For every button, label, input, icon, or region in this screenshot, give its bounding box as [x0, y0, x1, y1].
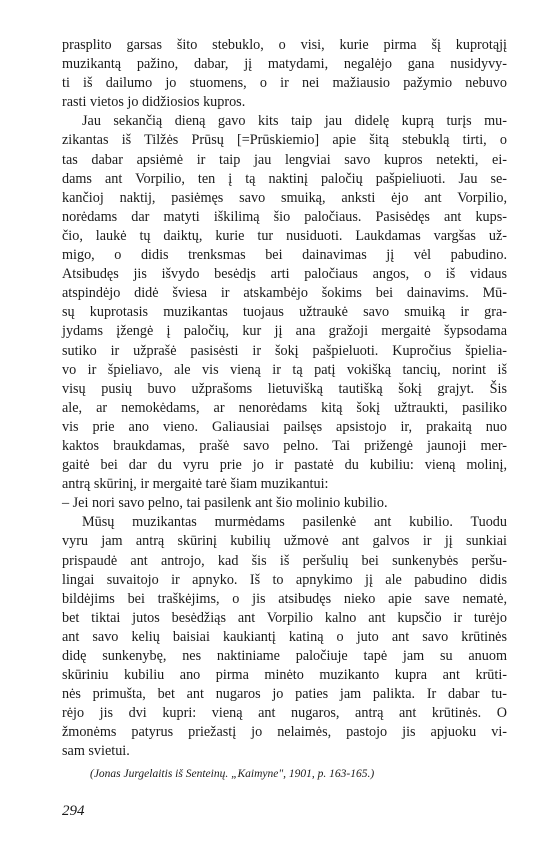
text-line: bildėjims bei traškėjims, o jis atsibudęs nieko apie save nematė,: [62, 590, 507, 607]
text-line: lingai suvaitojo ir apnyko. Iš to apnykimo jį ale pabudino didis: [62, 571, 507, 588]
text-line: muzikantą pažino, dabar, jį matydami, negalėjo gana nusidyvy-: [62, 56, 507, 73]
text-line: ti iš dailumo jo stuomens, o ir nei mažiausio pažymio nebuvo: [62, 75, 507, 92]
text-line: žmonėms patyrus priežastį jo nelaimės, pastojo jis apjuoku vi-: [62, 724, 507, 741]
text-line: bet tiktai jutos besėdžiąs ant Vorpilio kalno ant kupsčio ir turėjo: [62, 609, 507, 626]
text-line: kaktos braukdamas, prašė savo pelno. Tai prižengė jaunoji mer-: [62, 437, 507, 454]
text-line: – Jei nori savo pelno, tai pasilenk ant šio molinio kubilio.: [62, 495, 388, 512]
text-line: sų kuprotasis muzikantas tuojaus užtraukė savo smuiką ir gra-: [62, 304, 507, 321]
text-line: Atsibudęs jis išvydo besėdįs arti paločiaus angos, o iš vidaus: [62, 266, 507, 283]
text-line: zikantas iš Tilžės Prūsų [=Prūskiemio] apie šitą stebuklą tirti, o: [62, 132, 507, 149]
text-line: prispaudė ant antrojo, kad šis iš peršulių bei sunkenybės peršu-: [62, 552, 507, 569]
text-line: čio, laukė tų daiktų, kurie tur nusiduoti. Laukdamas vargšas už-: [62, 227, 507, 244]
text-line: visų pusių buvo užprašoms lietuvišką tautišką šokį grajyt. Šis: [62, 380, 507, 397]
text-line: vyru jam antrą skūrinį kubilių užmovė ant galvos ir jį sunkiai: [62, 533, 507, 550]
source-citation: (Jonas Jurgelaitis iš Senteinų. „Kaimyne", 1901, p. 163-165.): [90, 768, 375, 780]
text-line: nės primušta, bet ant nugaros jo paties jam palikta. Ir dabar tu-: [62, 686, 507, 703]
text-line: skūriniu kubiliu ano pirma minėto muzikanto kupra ant krūti-: [62, 667, 507, 684]
text-line: Mūsų muzikantas murmėdams pasilenkė ant kubilio. Tuodu: [82, 514, 507, 531]
text-line: sutiko ir užprašė pasisėsti ir šokį pašpieluoti. Kupročius špielia-: [62, 342, 507, 359]
text-line: gaitė bei dar du vyru prie jo ir pastatė du kubiliu: vieną molinį,: [62, 457, 507, 474]
text-line: kančioj naktij, pasiėmęs savo smuiką, anksti ėjo ant Vorpilio,: [62, 189, 507, 206]
text-line: tas dabar apsiėmė ir taip jau lengviai savo kupros netekti, ei-: [62, 151, 507, 168]
text-line: norėdams dar matyti iškilimą šio paločiaus. Pasisėdęs ant kups-: [62, 208, 507, 225]
text-line: sam svietui.: [62, 743, 130, 760]
text-line: vis prie ano vieno. Galiausiai pailsęs apsistojo ir, prakaitą nuo: [62, 418, 507, 435]
text-line: ant savo kelių baisiai kaukiantį katiną o juto ant savo krūtinės: [62, 628, 507, 645]
text-line: migo, o didis trenksmas bei dainavimas jį vėl pabudino.: [62, 247, 507, 264]
text-line: prasplito garsas šito stebuklo, o visi, kurie pirma šį kuprotąjį: [62, 37, 507, 53]
text-line: didę sunkenybę, nes naktiniame paločiuje tapė jam su anuom: [62, 648, 507, 664]
text-line: jydams įžengė į paločių, kur jį ana gražoji mergaitė šypsodama: [62, 323, 507, 340]
text-line: vo ir špieliavo, ale vis vieną ir tą patį vokišką tancių, norint iš: [62, 361, 507, 378]
text-line: atspindėjo didė šviesa ir atskambėjo šokims bei dainavims. Mū-: [62, 285, 507, 302]
text-line: antrą skūrinį, ir mergaitė tarė šiam muzikantui:: [62, 476, 329, 493]
text-line: ale, ar nemokėdams, ar nenorėdams kitą šokį užtraukti, pasiliko: [62, 399, 507, 416]
page-number: 294: [62, 803, 85, 819]
text-line: rasti vietos jo didžiosios kupros.: [62, 94, 246, 111]
text-line: dams ant Vorpilio, ten į tą naktinį paločių pašpieliuoti. Jau se-: [62, 170, 507, 187]
body-text: [62, 36, 507, 762]
text-line: Jau sekančią dieną gavo kits taip jau didelę kuprą turįs mu-: [82, 113, 507, 130]
text-line: rėjo jis dvi kupri: vieną ant nugaros, antrą ant krūtinės. O: [62, 705, 507, 722]
